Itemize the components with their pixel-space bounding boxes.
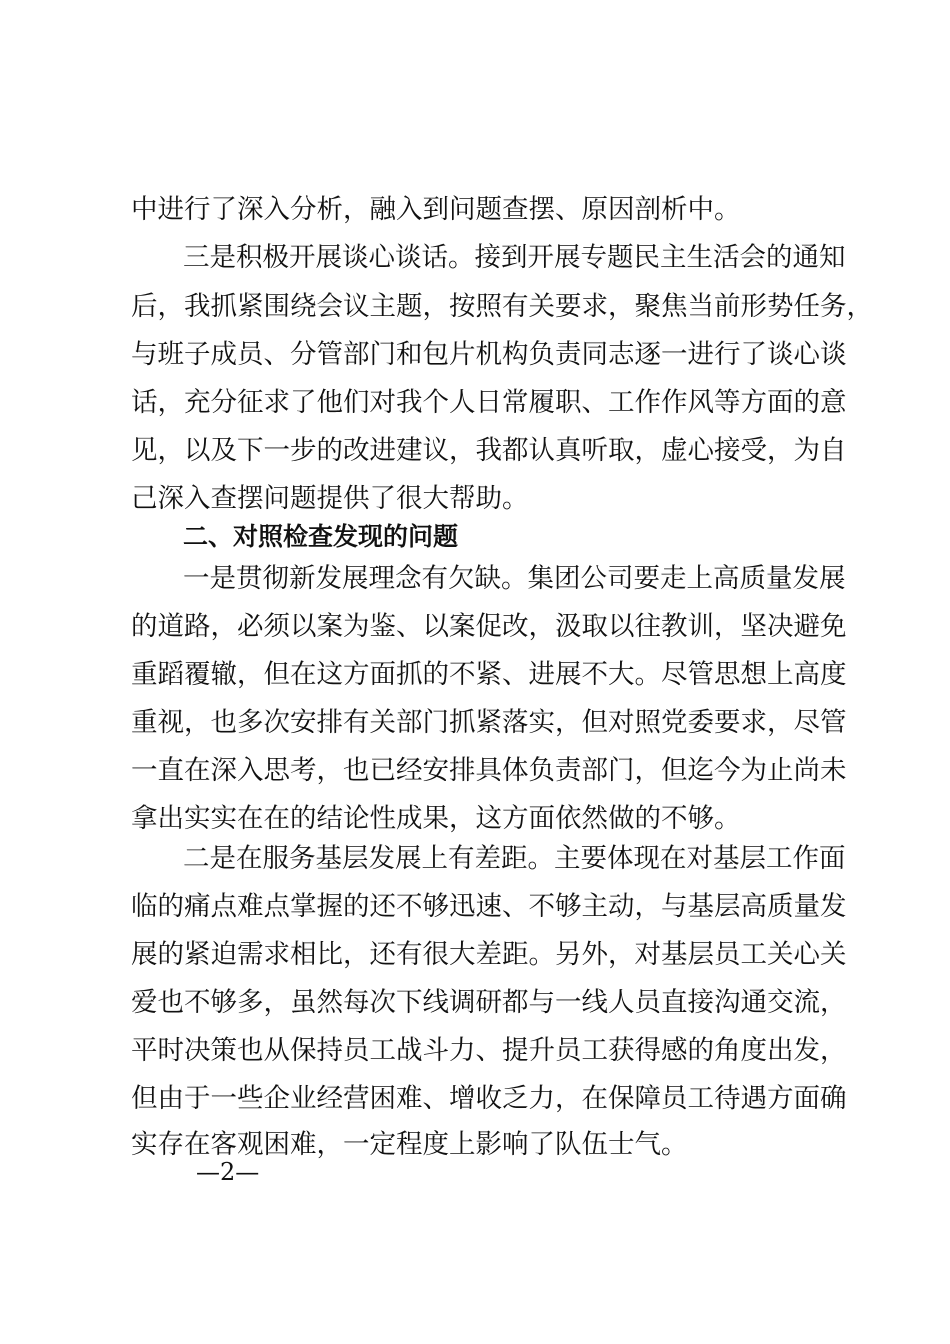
paragraph-line: 但由于一些企业经营困难、增收乏力，在保障员工待遇方面确 [131, 1083, 847, 1114]
paragraph-line: 重视，也多次安排有关部门抓紧落实，但对照党委要求，尽管 [131, 707, 847, 738]
paragraph-line: 重蹈覆辙，但在这方面抓的不紧、进展不大。尽管思想上高度 [131, 659, 847, 690]
paragraph-line: 拿出实实在在的结论性成果，这方面依然做的不够。 [131, 803, 741, 834]
paragraph-line: 的道路，必须以案为鉴、以案促改，汲取以往教训，坚决避免 [131, 611, 847, 642]
paragraph-line: 后，我抓紧围绕会议主题，按照有关要求，聚焦当前形势任务， [131, 291, 873, 322]
page-number: —2— [196, 1158, 260, 1186]
paragraph-line: 与班子成员、分管部门和包片机构负责同志逐一进行了谈心谈 [131, 339, 847, 370]
paragraph-line: 一是贯彻新发展理念有欠缺。集团公司要走上高质量发展 [183, 563, 846, 594]
paragraph-line: 中进行了深入分析，融入到问题查摆、原因剖析中。 [131, 194, 741, 225]
paragraph-line: 己深入查摆问题提供了很大帮助。 [131, 483, 529, 514]
paragraph-line: 话，充分征求了他们对我个人日常履职、工作作风等方面的意 [131, 387, 847, 418]
paragraph-line: 展的紧迫需求相比，还有很大差距。另外，对基层员工关心关 [131, 939, 847, 970]
paragraph-line: 见，以及下一步的改进建议，我都认真听取，虚心接受，为自 [131, 435, 847, 466]
paragraph-line: 二是在服务基层发展上有差距。主要体现在对基层工作面 [183, 843, 846, 874]
paragraph-line: 平时决策也从保持员工战斗力、提升员工获得感的角度出发， [131, 1035, 847, 1066]
paragraph-line: 一直在深入思考，也已经安排具体负责部门，但迄今为止尚未 [131, 755, 847, 786]
paragraph-line: 临的痛点难点掌握的还不够迅速、不够主动，与基层高质量发 [131, 891, 847, 922]
paragraph-line: 爱也不够多，虽然每次下线调研都与一线人员直接沟通交流， [131, 987, 847, 1018]
paragraph-line: 三是积极开展谈心谈话。接到开展专题民主生活会的通知 [183, 242, 846, 273]
paragraph-line: 实存在客观困难，一定程度上影响了队伍士气。 [131, 1129, 688, 1160]
section-heading: 二、对照检查发现的问题 [183, 522, 459, 551]
